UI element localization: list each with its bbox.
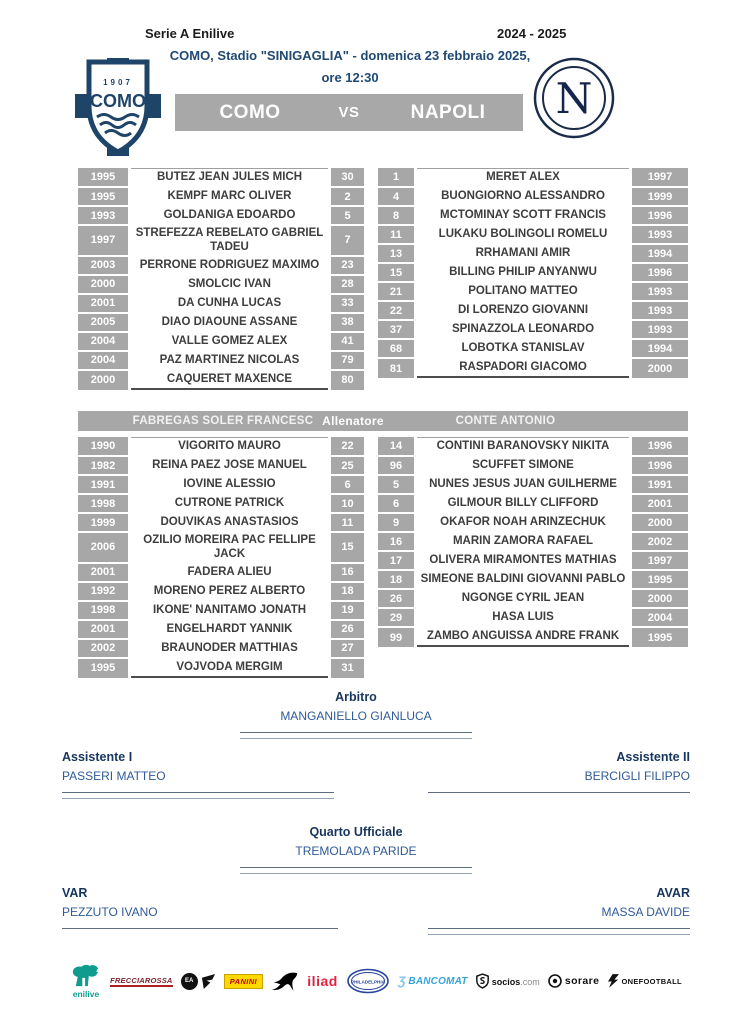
assistant1-block <box>62 750 334 799</box>
birth-year: 1995 <box>632 628 688 647</box>
player-row <box>378 437 688 455</box>
player-row <box>378 590 688 607</box>
referee-label: Arbitro <box>335 690 377 704</box>
shirt-number: 16 <box>378 533 414 550</box>
player-name: GILMOUR BILLY CLIFFORD <box>447 497 599 510</box>
sponsor-bar <box>70 952 682 1010</box>
shirt-number: 80 <box>331 371 364 390</box>
player-name: LUKAKU BOLINGOLI ROMELU <box>438 228 608 241</box>
shirt-number: 18 <box>378 571 414 588</box>
sponsor-iliad <box>307 973 338 989</box>
player-name: NGONGE CYRIL JEAN <box>461 592 585 605</box>
player-name: PERRONE RODRIGUEZ MAXIMO <box>139 259 320 272</box>
player-row <box>78 314 364 331</box>
birth-year: 2001 <box>632 495 688 512</box>
shirt-number: 27 <box>331 640 364 657</box>
shirt-number: 96 <box>378 457 414 474</box>
enilive-wordmark: enilive <box>72 988 100 999</box>
player-name: IKONE' NANITAMO JONATH <box>152 604 307 617</box>
player-row <box>78 640 364 657</box>
player-row <box>78 226 364 255</box>
shirt-number: 99 <box>378 628 414 647</box>
ea-monogram-icon: EA <box>181 973 198 990</box>
var-block <box>62 886 338 929</box>
signature-line <box>240 738 472 739</box>
shirt-number: 30 <box>331 168 364 186</box>
crest-name: COMO <box>90 91 146 111</box>
birth-year: 1993 <box>632 302 688 319</box>
assistant2-block <box>428 750 690 793</box>
shirt-number: 22 <box>378 302 414 319</box>
birth-year: 2004 <box>78 333 128 350</box>
player-row <box>378 302 688 319</box>
shirt-number: 6 <box>331 476 364 493</box>
player-name: BUONGIORNO ALESSANDRO <box>441 190 605 203</box>
player-name: MARIN ZAMORA RAFAEL <box>452 535 594 548</box>
home-bench-table <box>78 437 364 680</box>
player-name: DA CUNHA LUCAS <box>177 297 282 310</box>
socios-wordmark: socios <box>491 977 521 987</box>
shirt-number: 7 <box>331 226 364 255</box>
birth-year: 1999 <box>632 188 688 205</box>
sponsor-onefootball <box>608 974 682 988</box>
iliad-wordmark: iliad <box>307 973 338 989</box>
birth-year: 1998 <box>78 602 128 619</box>
venue-date-line: COMO, Stadio "SINIGAGLIA" - domenica 23 febbraio 2025, <box>169 48 531 63</box>
birth-year: 1982 <box>78 457 128 474</box>
player-row <box>378 514 688 531</box>
birth-year: 2006 <box>78 533 128 562</box>
socios-suffix: .com <box>520 977 540 987</box>
ea-fc-triangle-icon <box>201 974 216 989</box>
shirt-number: 33 <box>331 295 364 312</box>
player-row <box>78 514 364 531</box>
player-name: GOLDANIGA EDOARDO <box>163 209 296 222</box>
shirt-number: 38 <box>331 314 364 331</box>
onefootball-wordmark: ONEFOOTBALL <box>621 976 682 986</box>
shirt-number: 26 <box>378 590 414 607</box>
birth-year: 1993 <box>632 226 688 243</box>
birth-year: 1999 <box>78 514 128 531</box>
player-name: BRAUNODER MATTHIAS <box>161 642 298 655</box>
shirt-number: 22 <box>331 437 364 455</box>
player-row <box>78 276 364 293</box>
player-name: OZILIO MOREIRA PAC FELLIPE JACK <box>143 534 316 561</box>
panini-wordmark: PANINI <box>224 974 263 989</box>
player-row <box>78 659 364 678</box>
player-name: MCTOMINAY SCOTT FRANCIS <box>440 209 606 222</box>
player-name: DI LORENZO GIOVANNI <box>457 304 589 317</box>
birth-year: 1995 <box>78 168 128 186</box>
player-row <box>378 207 688 224</box>
player-name: CONTINI BARANOVSKY NIKITA <box>417 437 629 455</box>
player-row <box>378 495 688 512</box>
player-row <box>378 476 688 493</box>
enilive-dog-icon <box>70 964 102 988</box>
season-label: 2024 - 2025 <box>497 26 567 41</box>
sponsor-enilive <box>70 964 102 999</box>
birth-year: 2003 <box>78 257 128 274</box>
shirt-number: 81 <box>378 359 414 378</box>
player-name: IOVINE ALESSIO <box>183 478 276 491</box>
sponsor-bancomat <box>398 974 468 988</box>
sorare-wordmark: sorare <box>564 975 600 987</box>
player-row <box>378 321 688 338</box>
player-name: RRHAMANI AMIR <box>475 247 571 260</box>
player-name: RASPADORI GIACOMO <box>417 359 629 378</box>
shirt-number: 11 <box>331 514 364 531</box>
player-row <box>378 457 688 474</box>
player-name: SCUFFET SIMONE <box>472 459 574 472</box>
shirt-number: 29 <box>378 609 414 626</box>
player-name: HASA LUIS <box>492 611 554 624</box>
player-row <box>378 609 688 626</box>
bancomat-wordmark: BANCOMAT <box>408 975 468 987</box>
birth-year: 2001 <box>78 621 128 638</box>
competition-title: Serie A Enilive <box>145 26 235 41</box>
birth-year: 1995 <box>632 571 688 588</box>
birth-year: 2004 <box>632 609 688 626</box>
player-row <box>378 168 688 186</box>
birth-year: 2001 <box>78 295 128 312</box>
birth-year: 1995 <box>78 188 128 205</box>
shirt-number: 17 <box>378 552 414 569</box>
away-starters-table <box>378 168 688 380</box>
como-crest-icon <box>73 56 163 158</box>
philadelphia-oval-icon <box>346 968 390 995</box>
kickoff-time: ore 12:30 <box>321 70 379 86</box>
birth-year: 2000 <box>78 371 128 390</box>
player-row <box>78 168 364 186</box>
signature-line <box>428 792 690 793</box>
player-row <box>378 359 688 378</box>
birth-year: 2000 <box>78 276 128 293</box>
var-name: PEZZUTO IVANO <box>62 905 158 919</box>
coach-label: Allenatore <box>322 414 384 428</box>
player-name: STREFEZZA REBELATO GABRIEL TADEU <box>135 227 324 254</box>
shirt-number: 19 <box>331 602 364 619</box>
como-crest-logo <box>73 56 163 163</box>
birth-year: 1997 <box>632 168 688 186</box>
player-name: REINA PAEZ JOSE MANUEL <box>152 459 307 472</box>
player-row <box>378 552 688 569</box>
birth-year: 1993 <box>632 283 688 300</box>
signature-line <box>240 732 472 733</box>
birth-year: 1994 <box>632 245 688 262</box>
sorare-icon <box>548 974 562 988</box>
birth-year: 2005 <box>78 314 128 331</box>
birth-year: 1995 <box>78 659 128 678</box>
player-name: CAQUERET MAXENCE <box>131 371 328 390</box>
shirt-number: 37 <box>378 321 414 338</box>
shirt-number: 68 <box>378 340 414 357</box>
birth-year: 1997 <box>78 226 128 255</box>
signature-line <box>62 798 334 799</box>
player-name: BILLING PHILIP ANYANWU <box>449 266 597 279</box>
shirt-number: 18 <box>331 583 364 600</box>
player-name: MORENO PEREZ ALBERTO <box>153 585 306 598</box>
player-row <box>78 207 364 224</box>
shirt-number: 15 <box>378 264 414 281</box>
birth-year: 1992 <box>78 583 128 600</box>
assistant2-label: Assistente II <box>616 750 690 764</box>
shirt-number: 41 <box>331 333 364 350</box>
signature-line <box>62 792 334 793</box>
player-name: KEMPF MARC OLIVER <box>167 190 292 203</box>
birth-year: 1996 <box>632 264 688 281</box>
player-name: OLIVERA MIRAMONTES MATHIAS <box>429 554 617 567</box>
player-name: LOBOTKA STANISLAV <box>461 342 585 355</box>
shirt-number: 4 <box>378 188 414 205</box>
player-name: POLITANO MATTEO <box>468 285 578 298</box>
napoli-logo-icon <box>533 57 615 139</box>
sponsor-panini <box>224 974 263 989</box>
shirt-number: 5 <box>331 207 364 224</box>
vs-label: VS <box>338 104 360 121</box>
player-row <box>378 245 688 262</box>
shirt-number: 11 <box>378 226 414 243</box>
birth-year: 1993 <box>78 207 128 224</box>
sponsor-socios <box>476 972 540 990</box>
referee-block <box>240 690 472 739</box>
coaches-bar <box>78 411 688 431</box>
onefootball-bolt-icon <box>608 974 619 988</box>
player-row <box>78 476 364 493</box>
shirt-number: 31 <box>331 659 364 678</box>
fourth-official-block <box>240 825 472 874</box>
player-row <box>78 583 364 600</box>
player-name: VALLE GOMEZ ALEX <box>171 335 288 348</box>
match-header-bar <box>175 94 523 131</box>
player-name: MERET ALEX <box>417 168 629 186</box>
shirt-number: 2 <box>331 188 364 205</box>
birth-year: 1991 <box>632 476 688 493</box>
napoli-logo <box>533 57 615 144</box>
birth-year: 2002 <box>78 640 128 657</box>
sponsor-philadelphia <box>346 968 390 995</box>
philadelphia-wordmark: PHILADELPHIA <box>350 979 385 984</box>
player-name: ZAMBO ANGUISSA ANDRE FRANK <box>417 628 629 647</box>
player-name: DOUVIKAS ANASTASIOS <box>160 516 299 529</box>
shirt-number: 23 <box>331 257 364 274</box>
player-name: FADERA ALIEU <box>187 566 272 579</box>
player-name: BUTEZ JEAN JULES MICH <box>131 168 328 186</box>
shirt-number: 25 <box>331 457 364 474</box>
player-row <box>378 226 688 243</box>
birth-year: 2001 <box>78 564 128 581</box>
shirt-number: 9 <box>378 514 414 531</box>
shirt-number: 16 <box>331 564 364 581</box>
player-row <box>78 564 364 581</box>
player-row <box>78 295 364 312</box>
birth-year: 1994 <box>632 340 688 357</box>
player-row <box>78 437 364 455</box>
birth-year: 1991 <box>78 476 128 493</box>
assistant2-name: BERCIGLI FILIPPO <box>584 769 690 783</box>
shirt-number: 13 <box>378 245 414 262</box>
fourth-official-label: Quarto Ufficiale <box>309 825 403 839</box>
puma-cat-icon <box>271 971 299 992</box>
player-row <box>378 628 688 647</box>
signature-line <box>428 934 690 935</box>
signature-line <box>240 873 472 874</box>
avar-name: MASSA DAVIDE <box>601 905 690 919</box>
birth-year: 2000 <box>632 590 688 607</box>
napoli-letter: N <box>555 74 593 123</box>
fourth-official-name: TREMOLADA PARIDE <box>295 844 417 858</box>
crest-year: 1907 <box>103 78 133 87</box>
shirt-number: 10 <box>331 495 364 512</box>
shirt-number: 26 <box>331 621 364 638</box>
player-name: SIMEONE BALDINI GIOVANNI PABLO <box>420 573 626 586</box>
player-row <box>378 264 688 281</box>
player-row <box>78 371 364 390</box>
player-name: VOJVODA MERGIM <box>131 659 328 678</box>
assistant1-label: Assistente I <box>62 750 133 764</box>
player-row <box>78 533 364 562</box>
sponsor-frecciarossa <box>110 976 172 987</box>
player-row <box>78 602 364 619</box>
shirt-number: 79 <box>331 352 364 369</box>
player-row <box>78 188 364 205</box>
birth-year: 1990 <box>78 437 128 455</box>
player-row <box>378 533 688 550</box>
birth-year: 2004 <box>78 352 128 369</box>
player-row <box>378 340 688 357</box>
avar-block <box>428 886 690 935</box>
shirt-number: 14 <box>378 437 414 455</box>
avar-label: AVAR <box>656 886 690 900</box>
sponsor-puma <box>271 971 299 992</box>
player-row <box>378 571 688 588</box>
player-name: VIGORITO MAURO <box>131 437 328 455</box>
birth-year: 2000 <box>632 514 688 531</box>
away-bench-table <box>378 437 688 649</box>
shirt-number: 28 <box>331 276 364 293</box>
away-coach-name: CONTE ANTONIO <box>455 415 556 427</box>
socios-shield-icon <box>476 973 489 989</box>
away-team-name: NAPOLI <box>410 101 486 123</box>
birth-year: 1993 <box>632 321 688 338</box>
player-name: PAZ MARTINEZ NICOLAS <box>159 354 300 367</box>
birth-year: 1996 <box>632 207 688 224</box>
shirt-number: 8 <box>378 207 414 224</box>
assistant1-name: PASSERI MATTEO <box>62 769 166 783</box>
bancomat-glyph-icon: Ʒ <box>398 974 406 988</box>
player-row <box>78 621 364 638</box>
player-row <box>378 283 688 300</box>
player-row <box>78 457 364 474</box>
shirt-number: 15 <box>331 533 364 562</box>
shirt-number: 5 <box>378 476 414 493</box>
home-team-name: COMO <box>219 101 281 123</box>
signature-line <box>428 928 690 929</box>
birth-year: 1996 <box>632 437 688 455</box>
shirt-number: 6 <box>378 495 414 512</box>
shirt-number: 21 <box>378 283 414 300</box>
player-name: CUTRONE PATRICK <box>174 497 285 510</box>
signature-line <box>62 928 338 929</box>
player-row <box>78 333 364 350</box>
player-name: SMOLCIC IVAN <box>188 278 271 291</box>
home-coach-name: FABREGAS SOLER FRANCESC <box>132 415 314 427</box>
frecciarossa-wordmark: FRECCIAROSSA <box>110 975 173 985</box>
referee-name: MANGANIELLO GIANLUCA <box>280 709 432 723</box>
birth-year: 1996 <box>632 457 688 474</box>
home-starters-table <box>78 168 364 392</box>
sponsor-ea-sports-fc <box>181 973 216 990</box>
birth-year: 1998 <box>78 495 128 512</box>
player-name: OKAFOR NOAH ARINZECHUK <box>440 516 606 529</box>
player-name: NUNES JESUS JUAN GUILHERME <box>429 478 617 491</box>
sponsor-sorare <box>548 974 600 988</box>
birth-year: 2000 <box>632 359 688 378</box>
signature-line <box>240 867 472 868</box>
player-name: ENGELHARDT YANNIK <box>166 623 293 636</box>
player-name: SPINAZZOLA LEONARDO <box>451 323 595 336</box>
shirt-number: 1 <box>378 168 414 186</box>
player-row <box>78 352 364 369</box>
match-info <box>115 49 585 86</box>
birth-year: 2002 <box>632 533 688 550</box>
birth-year: 1997 <box>632 552 688 569</box>
var-label: VAR <box>62 886 88 900</box>
player-row <box>378 188 688 205</box>
player-name: DIAO DIAOUNE ASSANE <box>161 316 298 329</box>
player-row <box>78 495 364 512</box>
player-row <box>78 257 364 274</box>
